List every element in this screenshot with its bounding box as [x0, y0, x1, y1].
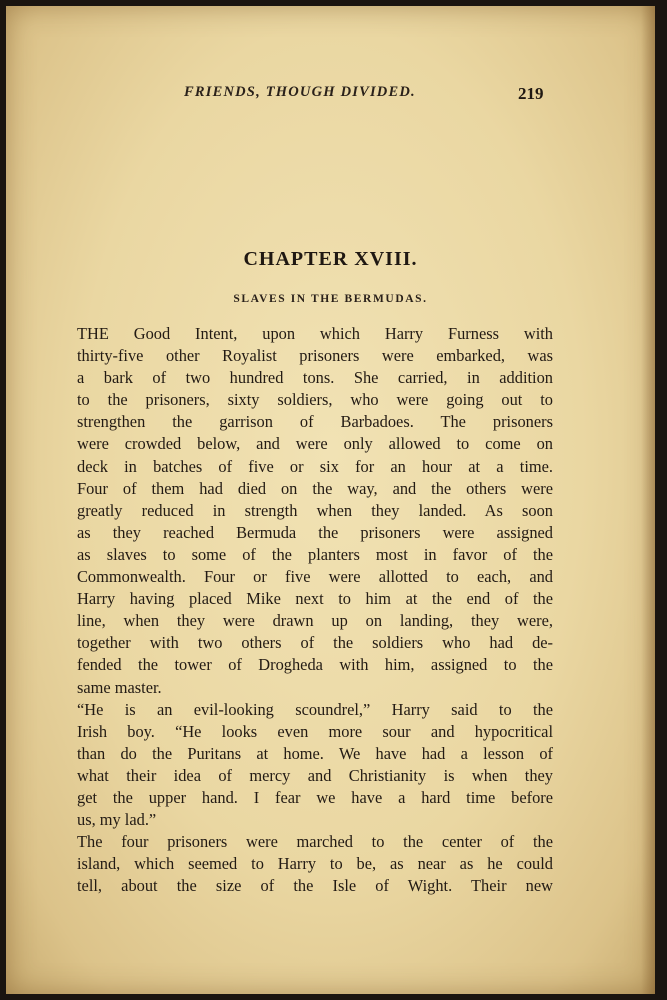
chapter-title: CHAPTER XVIII. — [243, 248, 418, 270]
body-text — [77, 323, 553, 897]
text-line: as they reached Bermuda the prisoners were assigned — [77, 522, 553, 542]
text-line: THE Good Intent, upon which Harry Furness with — [77, 324, 553, 343]
book-page — [6, 6, 655, 994]
text-line: The four prisoners were marched to the center of the — [77, 832, 553, 852]
running-title: FRIENDS, THOUGH DIVIDED. — [184, 84, 416, 100]
text-line: “He is an evil-looking scoundrel,” Harry said to the — [77, 699, 553, 719]
page-edge-shadow — [641, 6, 655, 994]
text-line: what their idea of mercy and Christianity is when they — [77, 765, 553, 785]
running-head — [6, 84, 655, 108]
text-line: us, my lad.” — [77, 810, 157, 830]
text-line: strengthen the garrison of Barbadoes. The prisoners — [77, 412, 553, 432]
chapter-subtitle: SLAVES IN THE BERMUDAS. — [233, 293, 428, 305]
text-line: deck in batches of five or six for an hour at a time. — [77, 456, 553, 476]
text-line: to the prisoners, sixty soldiers, who were going out to — [77, 390, 553, 410]
text-line: thirty-five other Royalist prisoners were embarked, was — [77, 346, 553, 366]
text-line: Commonwealth. Four or five were allotted to each, and — [77, 567, 553, 587]
text-line: Four of them had died on the way, and the others were — [77, 478, 553, 498]
page-number: 219 — [518, 84, 544, 103]
text-line: island, which seemed to Harry to be, as near as he could — [77, 854, 553, 874]
text-line: tell, about the size of the Isle of Wight. Their new — [77, 876, 553, 896]
text-line: Harry having placed Mike next to him at the end of the — [77, 589, 553, 609]
text-line: a bark of two hundred tons. She carried, in addition — [77, 368, 553, 388]
text-line: greatly reduced in strength when they landed. As soon — [77, 500, 553, 520]
text-line: same master. — [77, 677, 162, 697]
text-line: as slaves to some of the planters most in favor of the — [77, 544, 553, 564]
text-line: than do the Puritans at home. We have had a lesson of — [77, 743, 553, 763]
text-line: Irish boy. “He looks even more sour and hypocritical — [77, 721, 553, 741]
text-line: fended the tower of Drogheda with him, assigned to the — [77, 655, 553, 675]
text-line: together with two others of the soldiers who had de- — [77, 633, 553, 653]
text-line: were crowded below, and were only allowed to come on — [77, 434, 553, 454]
text-line: get the upper hand. I fear we have a hard time before — [77, 787, 553, 807]
text-line: line, when they were drawn up on landing, they were, — [77, 611, 553, 631]
